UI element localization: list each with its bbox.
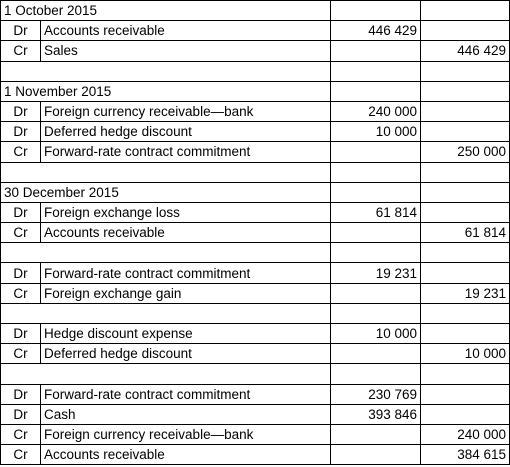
- credit-amount: 250 000: [421, 142, 510, 162]
- date-row-debit-cell: [331, 182, 421, 202]
- blank-cell: [421, 162, 510, 182]
- debit-amount: [331, 41, 421, 61]
- journal-entry-row: [1, 404, 510, 424]
- date-row-credit-cell: [421, 81, 510, 101]
- debit-amount: [331, 283, 421, 303]
- journal-entry-row: [1, 223, 510, 243]
- journal-entry-row: [1, 202, 510, 222]
- credit-amount: [421, 122, 510, 142]
- journal-entry-row: [1, 344, 510, 364]
- debit-amount: 61 814: [331, 202, 421, 222]
- debit-amount: 10 000: [331, 122, 421, 142]
- credit-amount: [421, 384, 510, 404]
- credit-amount: 446 429: [421, 41, 510, 61]
- credit-amount: 61 814: [421, 223, 510, 243]
- journal-body: [1, 1, 510, 465]
- debit-amount: 230 769: [331, 384, 421, 404]
- entry-date: 1 November 2015: [1, 81, 331, 101]
- blank-cell: [1, 364, 331, 384]
- dr-cr-indicator: Dr: [1, 202, 41, 222]
- blank-cell: [421, 243, 510, 263]
- journal-entry-row: [1, 324, 510, 344]
- dr-cr-indicator: Cr: [1, 223, 41, 243]
- entry-date: 1 October 2015: [1, 1, 331, 21]
- dr-cr-indicator: Cr: [1, 424, 41, 444]
- journal-entry-row: [1, 263, 510, 283]
- blank-cell: [421, 364, 510, 384]
- credit-amount: [421, 101, 510, 121]
- account-name: Deferred hedge discount: [41, 344, 331, 364]
- blank-row: [1, 61, 510, 81]
- account-name: Foreign exchange loss: [41, 202, 331, 222]
- blank-cell: [421, 61, 510, 81]
- dr-cr-indicator: Dr: [1, 384, 41, 404]
- date-row-credit-cell: [421, 1, 510, 21]
- dr-cr-indicator: Dr: [1, 101, 41, 121]
- blank-row: [1, 162, 510, 182]
- blank-row: [1, 364, 510, 384]
- debit-amount: 446 429: [331, 21, 421, 41]
- entry-date: 30 December 2015: [1, 182, 331, 202]
- account-name: Foreign exchange gain: [41, 283, 331, 303]
- blank-cell: [1, 243, 331, 263]
- account-name: Accounts receivable: [41, 223, 331, 243]
- dr-cr-indicator: Dr: [1, 122, 41, 142]
- dr-cr-indicator: Cr: [1, 41, 41, 61]
- journal-entry-row: [1, 384, 510, 404]
- blank-cell: [331, 364, 421, 384]
- date-row-credit-cell: [421, 182, 510, 202]
- credit-amount: [421, 21, 510, 41]
- dr-cr-indicator: Dr: [1, 263, 41, 283]
- account-name: Foreign currency receivable—bank: [41, 101, 331, 121]
- journal-entry-row: [1, 101, 510, 121]
- blank-cell: [331, 303, 421, 323]
- debit-amount: [331, 344, 421, 364]
- dr-cr-indicator: Dr: [1, 324, 41, 344]
- date-row-debit-cell: [331, 81, 421, 101]
- blank-row: [1, 243, 510, 263]
- debit-amount: 10 000: [331, 324, 421, 344]
- date-header-row: [1, 182, 510, 202]
- blank-cell: [1, 303, 331, 323]
- blank-row: [1, 303, 510, 323]
- account-name: Forward-rate contract commitment: [41, 142, 331, 162]
- journal-entry-row: [1, 445, 510, 465]
- debit-amount: [331, 424, 421, 444]
- journal-entry-row: [1, 122, 510, 142]
- account-name: Cash: [41, 404, 331, 424]
- account-name: Deferred hedge discount: [41, 122, 331, 142]
- blank-cell: [1, 61, 331, 81]
- credit-amount: 10 000: [421, 344, 510, 364]
- debit-amount: [331, 142, 421, 162]
- credit-amount: [421, 404, 510, 424]
- journal-entry-row: [1, 283, 510, 303]
- credit-amount: 19 231: [421, 283, 510, 303]
- credit-amount: [421, 263, 510, 283]
- account-name: Hedge discount expense: [41, 324, 331, 344]
- credit-amount: [421, 202, 510, 222]
- date-header-row: [1, 81, 510, 101]
- dr-cr-indicator: Cr: [1, 283, 41, 303]
- dr-cr-indicator: Cr: [1, 344, 41, 364]
- journal-entry-row: [1, 142, 510, 162]
- account-name: Foreign currency receivable—bank: [41, 424, 331, 444]
- account-name: Forward-rate contract commitment: [41, 384, 331, 404]
- date-header-row: [1, 1, 510, 21]
- blank-cell: [331, 61, 421, 81]
- blank-cell: [331, 243, 421, 263]
- dr-cr-indicator: Dr: [1, 404, 41, 424]
- debit-amount: 393 846: [331, 404, 421, 424]
- credit-amount: 384 615: [421, 445, 510, 465]
- journal-entry-row: [1, 21, 510, 41]
- debit-amount: 240 000: [331, 101, 421, 121]
- credit-amount: 240 000: [421, 424, 510, 444]
- blank-cell: [331, 162, 421, 182]
- debit-amount: [331, 223, 421, 243]
- debit-amount: 19 231: [331, 263, 421, 283]
- blank-cell: [421, 303, 510, 323]
- dr-cr-indicator: Cr: [1, 445, 41, 465]
- account-name: Accounts receivable: [41, 21, 331, 41]
- dr-cr-indicator: Dr: [1, 21, 41, 41]
- journal-entry-row: [1, 41, 510, 61]
- debit-amount: [331, 445, 421, 465]
- account-name: Sales: [41, 41, 331, 61]
- account-name: Forward-rate contract commitment: [41, 263, 331, 283]
- date-row-debit-cell: [331, 1, 421, 21]
- journal-entry-row: [1, 424, 510, 444]
- dr-cr-indicator: Cr: [1, 142, 41, 162]
- credit-amount: [421, 324, 510, 344]
- blank-cell: [1, 162, 331, 182]
- account-name: Accounts receivable: [41, 445, 331, 465]
